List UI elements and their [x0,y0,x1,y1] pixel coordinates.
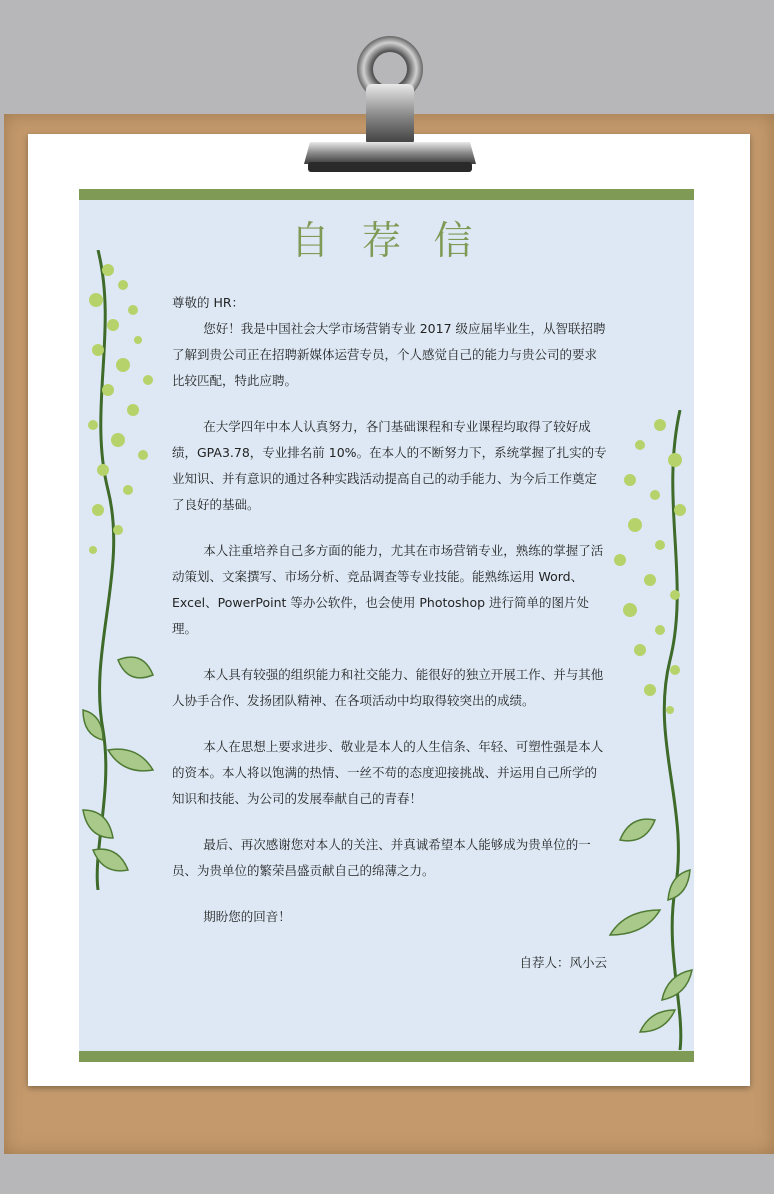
letter-body [172,290,607,976]
paragraph-intro: 您好！我是中国社会大学市场营销专业 2017 级应届毕业生，从智联招聘了解到贵公司正在招聘新媒体运营专员，个人感觉自己的能力与贵公司的要求比较匹配，特此应聘。 [172,321,606,388]
page-title: 自 荐 信 [290,219,483,264]
paragraph-skills: 本人注重培养自己多方面的能力，尤其在市场营销专业，熟练的掌握了活动策划、文案撰写、市场分析、竞品调查等专业技能。能熟练运用 Word、Excel、PowerPoint 等办公软件，也会使用 Photoshop 进行简单的图片处理。 [172,543,604,636]
paragraph-expect: 期盼您的回音！ [203,909,291,924]
right-vine-decoration-icon [600,410,700,1050]
paragraph-education: 在大学四年中本人认真努力，各门基础课程和专业课程均取得了较好成绩，GPA3.78，专业排名前 10%。在本人的不断努力下，系统掌握了扎实的专业知识、并有意识的通过各种实践活动提高自己的动手能力、为今后工作奠定了良好的基础。 [172,419,607,512]
top-accent-bar [79,189,694,200]
bottom-accent-bar [79,1051,694,1062]
paragraph-closing: 最后、再次感谢您对本人的关注、并真诚希望本人能够成为贵单位的一员、为贵单位的繁荣昌盛贡献自己的绵薄之力。 [172,837,591,878]
salutation: 尊敬的 HR： [172,295,245,310]
paragraph-attitude: 本人在思想上要求进步、敬业是本人的人生信条、年轻、可塑性强是本人的资本。本人将以饱满的热情、一丝不苟的态度迎接挑战、并运用自己所学的知识和技能、为公司的发展奉献自己的青春！ [172,739,604,806]
paragraph-teamwork: 本人具有较强的组织能力和社交能力、能很好的独立开展工作、并与其他人协手合作、发扬团队精神、在各项活动中均取得较突出的成绩。 [172,667,604,708]
signature: 自荐人：风小云 [519,955,607,970]
binder-clip-icon [300,24,480,176]
left-vine-decoration-icon [78,250,178,890]
